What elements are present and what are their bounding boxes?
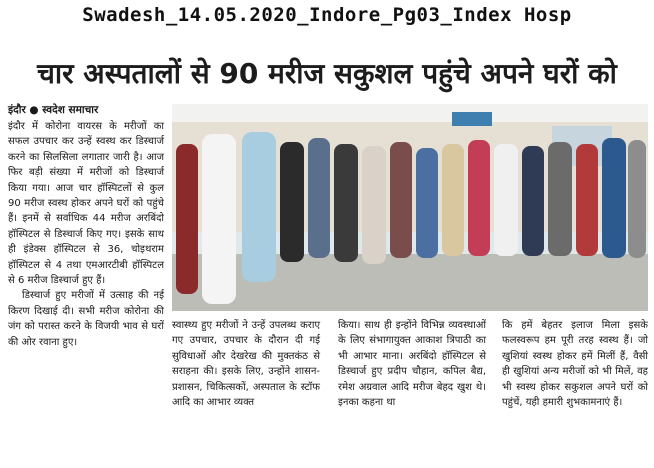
paragraph-5: कि हमें बेहतर इलाज मिला इसके फलस्वरूप हम पूरी तरह स्वस्थ हैं। जो खुशियां स्वस्थ होकर हमें मिलीं हैं, वैसी ही खुशियां अन्य मरीजों को भी मिलें, वह भी स्वस्थ होकर सकुशल अपने घरों को पहुंचें, यही हमारी शुभकामनाएं हैं। [502,320,648,409]
article-column-2 [172,318,320,410]
canopy [172,104,648,122]
article-column-4 [502,318,648,410]
article-column-3 [338,318,486,410]
paragraph-1: इंदौर में कोरोना वायरस के मरीजों का सफल उपचार कर उन्हें स्वस्थ कर डिस्चार्ज करने का सिलसिला लगातार जारी है। आज फिर बड़ी संख्या में मरीजों को डिस्चार्ज किया गया। आज चार हॉस्पिटलों से कुल 90 मरीज स्वस्थ होकर अपने घरों को पहुंचे हैं। इनमें से सर्वाधिक 44 मरीज अरबिंदो हॉस्पिटल से डिस्चार्ज किए गए। इसके साथ ही इंडेक्स हॉस्पिटल से 36, चोइथराम हॉस्पिटल से 4 तथा एमआरटीबी हॉस्पिटल से 6 मरीज डिस्चार्ज हुए हैं। [8,121,164,287]
news-photo [172,104,648,311]
article-column-1 [8,119,164,350]
headline: चार अस्पतालों से 90 मरीज सकुशल पहुंचे अपने घरों को [37,57,617,90]
dateline: इंदौर ● स्वदेश समाचार [8,104,99,116]
paragraph-4: किया। साथ ही इन्होंने विभिन्न व्यवस्थाओं के लिए संभागायुक्त आकाश त्रिपाठी का भी आभार माना। अरबिंदो हॉस्पिटल से डिस्चार्ज हुए प्रदीप चौहान, कपिल बैद्य, रमेश अग्रवाल आदि मरीज बेहद खुश थे। इनका कहना था [338,320,486,409]
paragraph-2: डिस्चार्ज हुए मरीजों में उत्साह की नई किरण दिखाई दी। सभी मरीज कोरोना की जंग को परास्त करने के विजयी भाव से घरों की ओर रवाना हुए। [8,290,164,348]
hospital-sign [452,112,492,126]
group-photo-illustration [172,104,648,311]
clipping-caption: Swadesh_14.05.2020_Indore_Pg03_Index Hosp [82,4,572,26]
paragraph-3: स्वास्थ्य हुए मरीजों ने उन्हें उपलब्ध कराए गए उपचार, उपचार के दौरान दी गई सुविधाओं और देखरेख की मुक्तकंठ से सराहना की। इसके लिए, उन्होंने शासन-प्रशासन, चिकित्सकों, अस्पताल के स्टॉफ आदि का आभार व्यक्त [172,320,320,409]
